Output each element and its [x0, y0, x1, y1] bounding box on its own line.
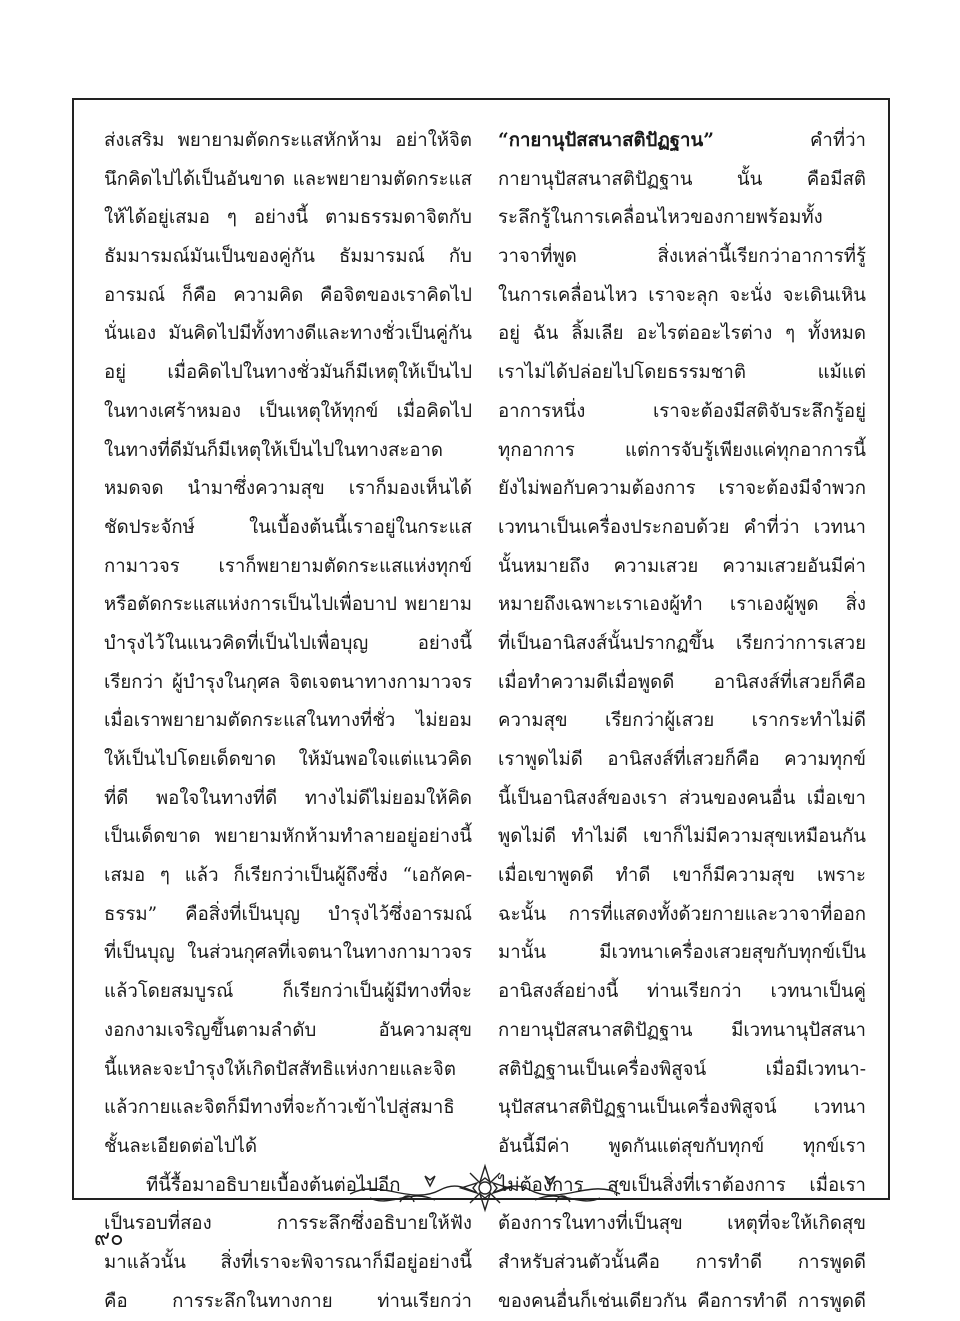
- text-line: นั่นเอง มันคิดไปมีทั้งทางดีและทางชั่วเป็นคู่กัน: [104, 323, 472, 345]
- text-line: อาการหนึ่ง เราจะต้องมีสติจับระลึกรู้อยู่: [498, 400, 866, 422]
- text-line: เรียกว่า ผู้บำรุงในกุศล จิตเจตนาทางกามาวจร: [104, 671, 472, 693]
- text-line: คือ การระลึกในทางกาย ท่านเรียกว่า: [104, 1290, 472, 1312]
- text-line: กายานุปัสสนาสติปัฏฐาน มีเวทนานุปัสสนา: [498, 1019, 866, 1041]
- text-line: สติปัฏฐานเป็นเครื่องพิสูจน์ เมื่อมีเวทนา-: [498, 1058, 866, 1080]
- text-line: วาจาที่พูด สิ่งเหล่านี้เรียกว่าอาการที่รู้: [498, 246, 866, 268]
- text-line: ระลึกรู้ในการเคลื่อนไหวของกายพร้อมทั้ง: [498, 207, 823, 229]
- text-line: แล้วโดยสมบูรณ์ ก็เรียกว่าเป็นผู้มีทางที่จะ: [104, 981, 472, 1003]
- text-line: ที่เป็นบุญ ในส่วนกุศลที่เจตนาในทางกามาวจร: [104, 942, 472, 964]
- text-line: อารมณ์ ก็คือ ความคิด คือจิตของเราคิดไป: [104, 284, 472, 306]
- text-line: มาแล้วนั้น สิ่งที่เราจะพิจารณาก็มีอยู่อย่างนี้: [104, 1251, 472, 1273]
- text-line: ฉะนั้น การที่แสดงทั้งด้วยกายและวาจาที่ออก: [498, 903, 866, 925]
- text-line: อานิสงส์อย่างนี้ ท่านเรียกว่า เวทนาเป็นคู่: [498, 981, 866, 1003]
- text-line: ให้เป็นไปโดยเด็ดขาด ให้มันพอใจแต่แนวคิด: [104, 749, 472, 770]
- right-heading-line: [498, 122, 866, 161]
- right-column: [498, 122, 866, 1321]
- text-line: อยู่ เมื่อคิดไปในทางชั่วมันก็มีเหตุให้เป็นไป: [104, 362, 472, 384]
- text-line: ที่เป็นอานิสงส์นั้นปรากฏขึ้น เรียกว่าการเสวย: [498, 632, 866, 654]
- text-line: กามาวจร เราก็พยายามตัดกระแสแห่งทุกข์: [104, 555, 472, 577]
- text-line: เมื่อทำความดีเมื่อพูดดี อานิสงส์ที่เสวยก็คือ: [498, 671, 866, 693]
- text-line: นี้เป็นอานิสงส์ของเรา ส่วนของคนอื่น เมื่อเขา: [498, 787, 866, 809]
- text-line: นุปัสสนาสติปัฏฐานเป็นเครื่องพิสูจน์ เวทนา: [498, 1097, 866, 1119]
- text-line: ธัมมารมณ์มันเป็นของคู่กัน ธัมมารมณ์ กับ: [104, 246, 472, 268]
- text-line: ที่ดี พอใจในทางที่ดี ทางไม่ดีไม่ยอมให้คิด: [104, 787, 472, 809]
- text-line: อันนี้มีค่า พูดกันแต่สุขกับทุกข์ ทุกข์เรา: [498, 1135, 866, 1157]
- text-line: ของคนอื่นก็เช่นเดียวกัน คือการทำดี การพูดดี: [498, 1290, 866, 1312]
- floral-divider-icon: [340, 1158, 630, 1216]
- text-line: มานั้น มีเวทนาเครื่องเสวยสุขกับทุกข์เป็น: [498, 942, 866, 964]
- text-line: เป็นรอบที่สอง การระลึกซึ่งอธิบายให้ฟัง: [104, 1213, 472, 1235]
- text-line: เมื่อเราพยายามตัดกระแสในทางที่ชั่ว ไม่ยอม: [104, 710, 472, 732]
- text-line: พูดไม่ดี ทำไม่ดี เขาก็ไม่มีความสุขเหมือนกัน: [498, 826, 866, 848]
- text-line: เราพูดไม่ดี อานิสงส์ที่เสวยก็คือ ความทุกข์: [498, 749, 866, 770]
- text-line: หมดจด นำมาซึ่งความสุข เราก็มองเห็นได้: [104, 478, 472, 500]
- text-line: ในการเคลื่อนไหว เราจะลุก จะนั่ง จะเดินเหิน: [498, 284, 866, 306]
- right-paragraph: [498, 161, 866, 1321]
- text-line: หมายถึงเฉพาะเราเองผู้ทำ เราเองผู้พูด สิ่ง: [498, 594, 866, 616]
- text-line: ในทางเศร้าหมอง เป็นเหตุให้ทุกข์ เมื่อคิดไป: [104, 400, 472, 422]
- text-line: กายานุปัสสนาสติปัฏฐาน นั้น คือมีสติ: [498, 168, 866, 190]
- text-line: ในทางที่ดีมันก็มีเหตุให้เป็นไปในทางสะอาด: [104, 439, 444, 461]
- text-line: เมื่อเขาพูดดี ทำดี เขาก็มีความสุข เพราะ: [498, 865, 866, 887]
- text-line: ส่งเสริม พยายามตัดกระแสหักห้าม อย่าให้จิต: [104, 130, 472, 151]
- text-line: เวทนาเป็นเครื่องประกอบด้วย คำที่ว่า เวทนา: [498, 516, 866, 538]
- text-line: เสมอ ๆ แล้ว ก็เรียกว่าเป็นผู้ถึงซึ่ง “เอกัคค-: [104, 865, 472, 887]
- text-line: บำรุงไว้ในแนวคิดที่เป็นไปเพื่อบุญ อย่างนี้: [104, 632, 472, 654]
- left-paragraph-1: [104, 122, 472, 1167]
- heading-tail: คำที่ว่า: [809, 130, 866, 151]
- text-line: นั้นหมายถึง ความเสวย ความเสวยอันมีค่า: [498, 555, 866, 577]
- text-line: ธรรม” คือสิ่งที่เป็นบุญ บำรุงไว้ซึ่งอารมณ์: [104, 903, 472, 925]
- text-line: เป็นเด็ดขาด พยายามหักห้ามทำลายอยู่อย่างนี้: [104, 826, 472, 848]
- text-line: ไม่ต้องการ สุขเป็นสิ่งที่เราต้องการ เมื่อเรา: [498, 1174, 866, 1196]
- text-line: ชั้นละเอียดต่อไปได้: [104, 1135, 258, 1157]
- text-line: ยังไม่พอกับความต้องการ เราจะต้องมีจำพวก: [498, 478, 866, 500]
- text-line: สำหรับส่วนตัวนั้นคือ การทำดี การพูดดี: [498, 1251, 866, 1273]
- text-line: ทุกอาการ แต่การจับรู้เพียงแค่ทุกอาการนี้: [498, 439, 866, 461]
- text-line: นี้แหละจะบำรุงให้เกิดปัสสัทธิแห่งกายและจิต: [104, 1058, 456, 1080]
- text-line: ให้ได้อยู่เสมอ ๆ อย่างนี้ ตามธรรมดาจิตกับ: [104, 207, 472, 229]
- left-column: [104, 122, 472, 1321]
- text-line: เราไม่ได้ปล่อยไปโดยธรรมชาติ แม้แต่: [498, 362, 866, 384]
- section-heading: “กายานุปัสสนาสติปัฏฐาน”: [498, 130, 714, 151]
- text-line: แล้วกายและจิตก็มีทางที่จะก้าวเข้าไปสู่สมาธิ: [104, 1097, 455, 1119]
- text-line: อยู่ ฉัน ลิ้มเลีย อะไรต่ออะไรต่าง ๆ ทั้งหมด: [498, 323, 866, 345]
- page-number: ๙๐: [94, 1226, 124, 1251]
- text-line: หรือตัดกระแสแห่งการเป็นไปเพื่อบาป พยายาม: [104, 594, 472, 616]
- text-line: ต้องการในทางที่เป็นสุข เหตุที่จะให้เกิดสุข: [498, 1213, 866, 1235]
- text-line: งอกงามเจริญขึ้นตามลำดับ อันความสุข: [104, 1019, 472, 1041]
- text-line: นึกคิดไปได้เป็นอันขาด และพยายามตัดกระแส: [104, 168, 472, 190]
- text-line: ทีนี้รื้อมาอธิบายเบื้องต้นต่อไปอีก: [146, 1174, 401, 1196]
- text-line: ความสุข เรียกว่าผู้เสวย เรากระทำไม่ดี: [498, 710, 866, 732]
- text-line: ชัดประจักษ์ ในเบื้องต้นนี้เราอยู่ในกระแส: [104, 516, 472, 538]
